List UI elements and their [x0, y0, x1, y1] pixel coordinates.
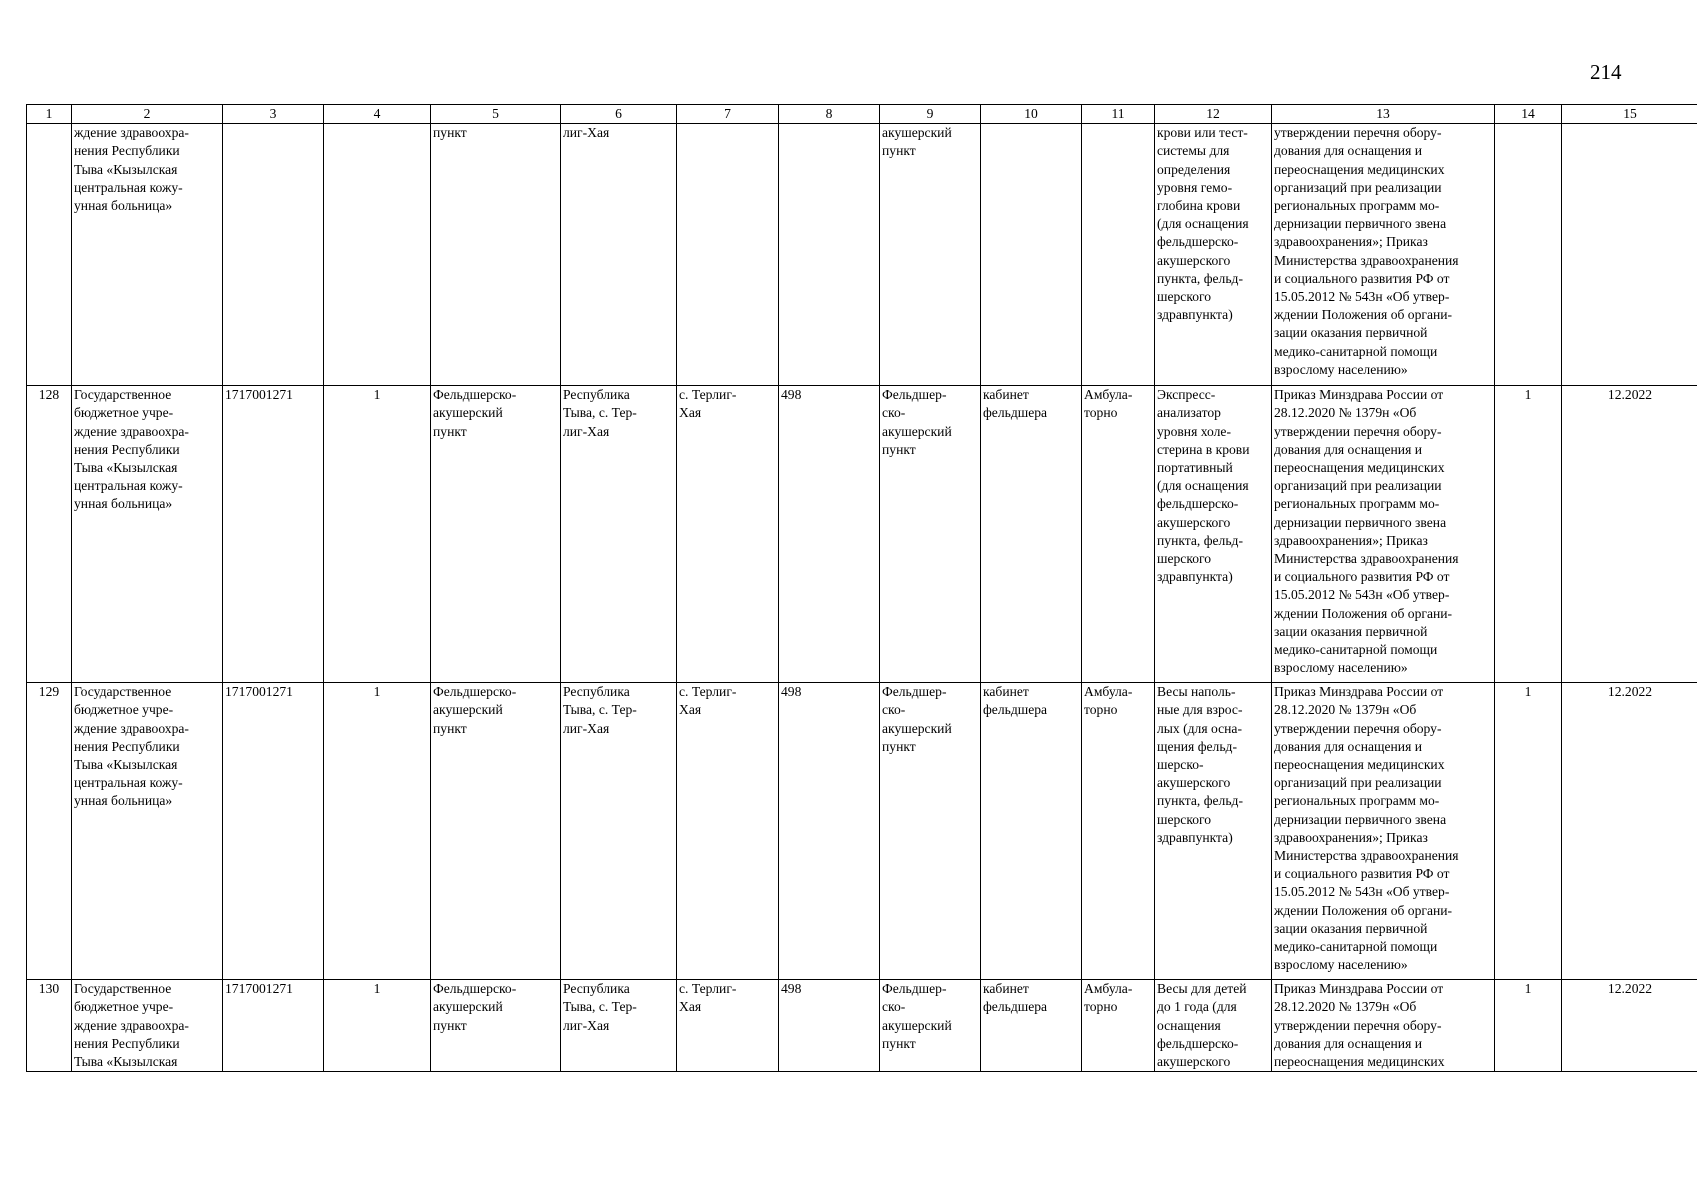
population-cell: [779, 124, 880, 386]
address-cell: Республика Тыва, с. Тер- лиг-Хая: [561, 980, 677, 1072]
date-cell: 12.2022: [1562, 386, 1697, 683]
address-cell: Республика Тыва, с. Тер- лиг-Хая: [561, 683, 677, 980]
regulation-cell: утверждении перечня обору- дования для оснащения и переоснащения медицинских организаций при реализации региональных программ мо- дернизации первичного звена здравоохранения»; Приказ Министерства здравоохранения и социального развития РФ от 15.05.2012 № 543н «Об утвер- ждении Положения об органи- зации оказания первичной медико-санитарной помощи взрослому населению»: [1272, 124, 1495, 386]
room-cell: [981, 124, 1082, 386]
column-header: 6: [561, 105, 677, 124]
room-cell: кабинет фельдшера: [981, 683, 1082, 980]
regulation-cell: Приказ Минздрава России от 28.12.2020 № 1379н «Об утверждении перечня обору- дования для оснащения и переоснащения медицинских: [1272, 980, 1495, 1072]
inn-cell: 1717001271: [223, 683, 324, 980]
address-cell: лиг-Хая: [561, 124, 677, 386]
population-cell: 498: [779, 386, 880, 683]
row-number-cell: 130: [27, 980, 72, 1072]
equipment-table: [26, 104, 1697, 1072]
column-header: 13: [1272, 105, 1495, 124]
table-row: [27, 683, 1697, 980]
population-cell: 498: [779, 683, 880, 980]
column-header: 2: [72, 105, 223, 124]
locality-cell: с. Терлиг- Хая: [677, 683, 779, 980]
regulation-cell: Приказ Минздрава России от 28.12.2020 № 1379н «Об утверждении перечня обору- дования для оснащения и переоснащения медицинских организаций при реализации региональных программ мо- дернизации первичного звена здравоохранения»; Приказ Министерства здравоохранения и социального развития РФ от 15.05.2012 № 543н «Об утвер- ждении Положения об органи- зации оказания первичной медико-санитарной помощи взрослому населению»: [1272, 386, 1495, 683]
column-header: 14: [1495, 105, 1562, 124]
quantity-cell: 1: [1495, 980, 1562, 1072]
institution-cell: ждение здравоохра- нения Республики Тыва «Кызылская центральная кожу- унная больница»: [72, 124, 223, 386]
equipment-cell: Экспресс- анализатор уровня холе- стерина в крови портативный (для оснащения фельдшерско- акушерского пункта, фельд- шерского здравпункта): [1155, 386, 1272, 683]
room-cell: кабинет фельдшера: [981, 386, 1082, 683]
facility-type-cell: пункт: [431, 124, 561, 386]
quantity-cell: 1: [1495, 386, 1562, 683]
institution-cell: Государственное бюджетное учре- ждение здравоохра- нения Республики Тыва «Кызылская центральная кожу- унная больница»: [72, 683, 223, 980]
column-header: 3: [223, 105, 324, 124]
inn-cell: [223, 124, 324, 386]
column-header: 11: [1082, 105, 1155, 124]
room-cell: кабинет фельдшера: [981, 980, 1082, 1072]
column-header: 15: [1562, 105, 1697, 124]
date-cell: [1562, 124, 1697, 386]
table-row: [27, 386, 1697, 683]
care-form-cell: Амбула- торно: [1082, 683, 1155, 980]
count-cell: 1: [324, 980, 431, 1072]
date-cell: 12.2022: [1562, 683, 1697, 980]
column-header: 10: [981, 105, 1082, 124]
locality-cell: с. Терлиг- Хая: [677, 386, 779, 683]
column-header: 8: [779, 105, 880, 124]
page-number: 214: [1590, 60, 1622, 84]
institution-cell: Государственное бюджетное учре- ждение здравоохра- нения Республики Тыва «Кызылская: [72, 980, 223, 1072]
unit-cell: Фельдшер- ско- акушерский пункт: [880, 980, 981, 1072]
table-row: [27, 980, 1697, 1072]
row-number-cell: 129: [27, 683, 72, 980]
equipment-cell: Весы наполь- ные для взрос- лых (для осна- щения фельд- шерско- акушерского пункта, фельд- шерского здравпункта): [1155, 683, 1272, 980]
table-row: [27, 124, 1697, 386]
regulation-cell: Приказ Минздрава России от 28.12.2020 № 1379н «Об утверждении перечня обору- дования для оснащения и переоснащения медицинских организаций при реализации региональных программ мо- дернизации первичного звена здравоохранения»; Приказ Министерства здравоохранения и социального развития РФ от 15.05.2012 № 543н «Об утвер- ждении Положения об органи- зации оказания первичной медико-санитарной помощи взрослому населению»: [1272, 683, 1495, 980]
unit-cell: акушерский пункт: [880, 124, 981, 386]
population-cell: 498: [779, 980, 880, 1072]
care-form-cell: Амбула- торно: [1082, 386, 1155, 683]
inn-cell: 1717001271: [223, 980, 324, 1072]
column-header: 5: [431, 105, 561, 124]
count-cell: 1: [324, 386, 431, 683]
quantity-cell: 1: [1495, 683, 1562, 980]
address-cell: Республика Тыва, с. Тер- лиг-Хая: [561, 386, 677, 683]
column-header: 12: [1155, 105, 1272, 124]
unit-cell: Фельдшер- ско- акушерский пункт: [880, 386, 981, 683]
column-header: 7: [677, 105, 779, 124]
quantity-cell: [1495, 124, 1562, 386]
care-form-cell: [1082, 124, 1155, 386]
count-cell: 1: [324, 683, 431, 980]
locality-cell: с. Терлиг- Хая: [677, 980, 779, 1072]
unit-cell: Фельдшер- ско- акушерский пункт: [880, 683, 981, 980]
column-header: 4: [324, 105, 431, 124]
locality-cell: [677, 124, 779, 386]
institution-cell: Государственное бюджетное учре- ждение здравоохра- нения Республики Тыва «Кызылская центральная кожу- унная больница»: [72, 386, 223, 683]
facility-type-cell: Фельдшерско- акушерский пункт: [431, 386, 561, 683]
facility-type-cell: Фельдшерско- акушерский пункт: [431, 683, 561, 980]
column-number-row: [27, 105, 1697, 124]
count-cell: [324, 124, 431, 386]
care-form-cell: Амбула- торно: [1082, 980, 1155, 1072]
equipment-cell: крови или тест- системы для определения уровня гемо- глобина крови (для оснащения фельдшерско- акушерского пункта, фельд- шерского здравпункта): [1155, 124, 1272, 386]
date-cell: 12.2022: [1562, 980, 1697, 1072]
column-header: 9: [880, 105, 981, 124]
facility-type-cell: Фельдшерско- акушерский пункт: [431, 980, 561, 1072]
row-number-cell: [27, 124, 72, 386]
row-number-cell: 128: [27, 386, 72, 683]
equipment-cell: Весы для детей до 1 года (для оснащения фельдшерско- акушерского: [1155, 980, 1272, 1072]
column-header: 1: [27, 105, 72, 124]
inn-cell: 1717001271: [223, 386, 324, 683]
